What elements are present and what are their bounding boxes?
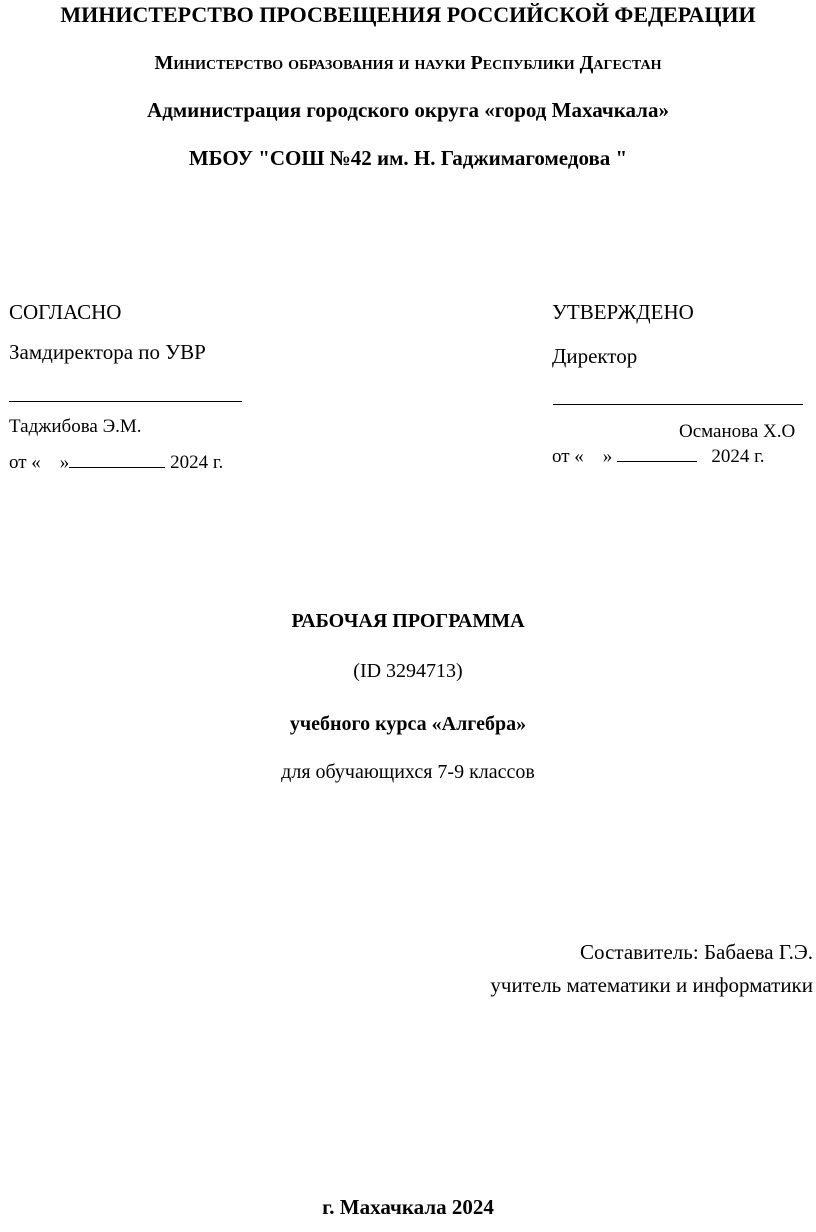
agreed-position: Замдиректора по УВР bbox=[9, 340, 206, 364]
approved-position: Директор bbox=[552, 344, 638, 368]
program-id: (ID 3294713) bbox=[353, 660, 463, 682]
approved-date-prefix: от « » bbox=[552, 446, 618, 467]
compiler-name: Составитель: Бабаева Г.Э. bbox=[580, 940, 813, 964]
approved-title: УТВЕРЖДЕНО bbox=[552, 300, 694, 324]
approved-date-year: 2024 г. bbox=[697, 446, 765, 467]
city-year: г. Махачкала 2024 bbox=[322, 1195, 494, 1219]
school-heading: МБОУ "СОШ №42 им. Н. Гаджимагомедова " bbox=[188, 146, 628, 170]
agreed-date bbox=[9, 450, 223, 474]
agreed-name: Таджибова Э.М. bbox=[9, 416, 142, 437]
approved-name: Османова Х.О bbox=[679, 421, 796, 442]
approved-date bbox=[552, 444, 764, 468]
agreed-date-blank bbox=[69, 450, 165, 468]
agreed-title: СОГЛАСНО bbox=[9, 300, 122, 324]
agreed-signature-line bbox=[9, 401, 242, 402]
ministry-rf-heading: МИНИСТЕРСТВО ПРОСВЕЩЕНИЯ РОССИЙСКОЙ ФЕДЕРАЦИИ bbox=[60, 2, 756, 27]
approved-signature-line bbox=[553, 404, 803, 405]
audience-text: для обучающихся 7-9 классов bbox=[281, 761, 535, 783]
agreed-date-prefix: от « » bbox=[9, 452, 70, 473]
ministry-rd-heading: Министерство образования и науки Республики Дагестан bbox=[154, 52, 662, 74]
administration-heading: Администрация городского округа «город Махачкала» bbox=[147, 98, 669, 122]
approved-date-blank bbox=[617, 444, 697, 462]
agreed-date-year: 2024 г. bbox=[165, 452, 224, 473]
program-title: РАБОЧАЯ ПРОГРАММА bbox=[291, 610, 525, 632]
course-title: учебного курса «Алгебра» bbox=[289, 713, 527, 735]
compiler-role: учитель математики и информатики bbox=[490, 973, 813, 997]
